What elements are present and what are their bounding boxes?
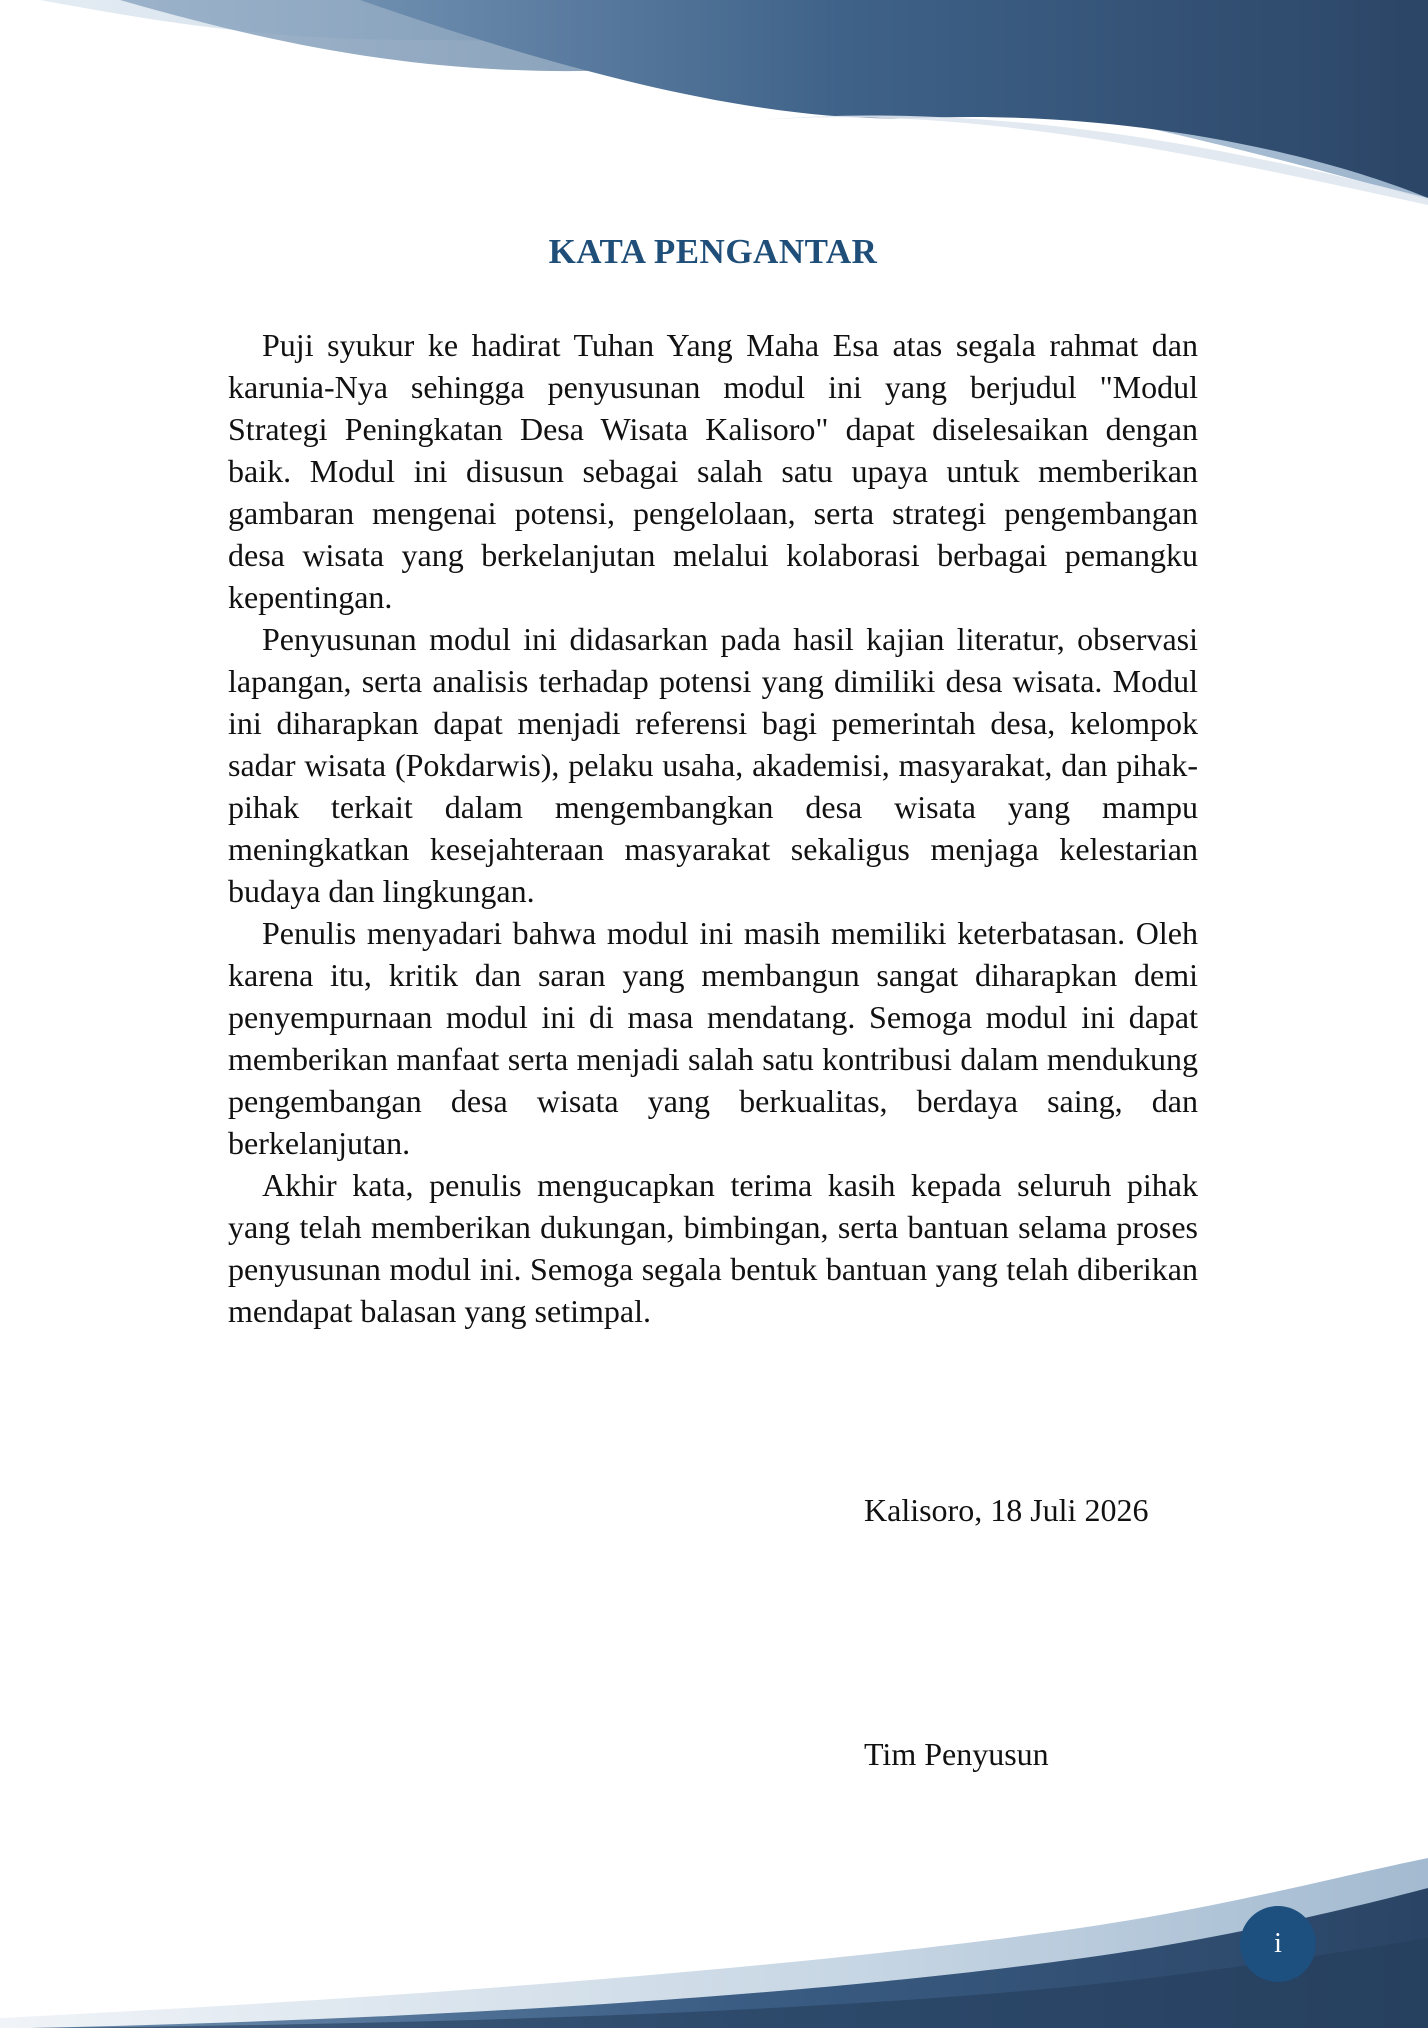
body-text <box>228 324 1198 1332</box>
top-wave-decoration <box>0 0 1428 205</box>
place-date: Kalisoro, 18 Juli 2026 <box>864 1492 1149 1528</box>
page-number-badge: i <box>1240 1906 1316 1982</box>
paragraph-3: Penulis menyadari bahwa modul ini masih memiliki keterbatasan. Oleh karena itu, kritik dan saran yang membangun sangat diharapkan demi penyempurnaan modul ini di masa mendatang. Semoga modul ini dapat memberikan manfaat serta menjadi salah satu kontribusi dalam mendukung pengembangan desa wisata yang berkualitas, berdaya saing, dan berkelanjutan. <box>228 915 1198 1161</box>
bottom-wave-decoration <box>0 1858 1428 2028</box>
paragraph-2: Penyusunan modul ini didasarkan pada hasil kajian literatur, observasi lapangan, serta analisis terhadap potensi yang dimiliki desa wisata. Modul ini diharapkan dapat menjadi referensi bagi pemerintah desa, kelompok sadar wisata (Pokdarwis), pelaku usaha, akademisi, masyarakat, dan pihak-pihak terkait dalam mengembangkan desa wisata yang mampu meningkatkan kesejahteraan masyarakat sekaligus menjaga kelestarian budaya dan lingkungan. <box>228 621 1198 909</box>
signature-name: Tim Penyusun <box>864 1736 1049 1772</box>
page-title: KATA PENGANTAR <box>548 232 878 271</box>
paragraph-4: Akhir kata, penulis mengucapkan terima kasih kepada seluruh pihak yang telah memberikan dukungan, bimbingan, serta bantuan selama proses penyusunan modul ini. Semoga segala bentuk bantuan yang telah diberikan mendapat balasan yang setimpal. <box>228 1167 1198 1329</box>
paragraph-1: Puji syukur ke hadirat Tuhan Yang Maha Esa atas segala rahmat dan karunia-Nya sehingga penyusunan modul ini yang berjudul "Modul Strategi Peningkatan Desa Wisata Kalisoro" dapat diselesaikan dengan baik. Modul ini disusun sebagai salah satu upaya untuk memberikan gambaran mengenai potensi, pengelolaan, serta strategi pengembangan desa wisata yang berkelanjutan melalui kolaborasi berbagai pemangku kepentingan. <box>228 327 1198 615</box>
